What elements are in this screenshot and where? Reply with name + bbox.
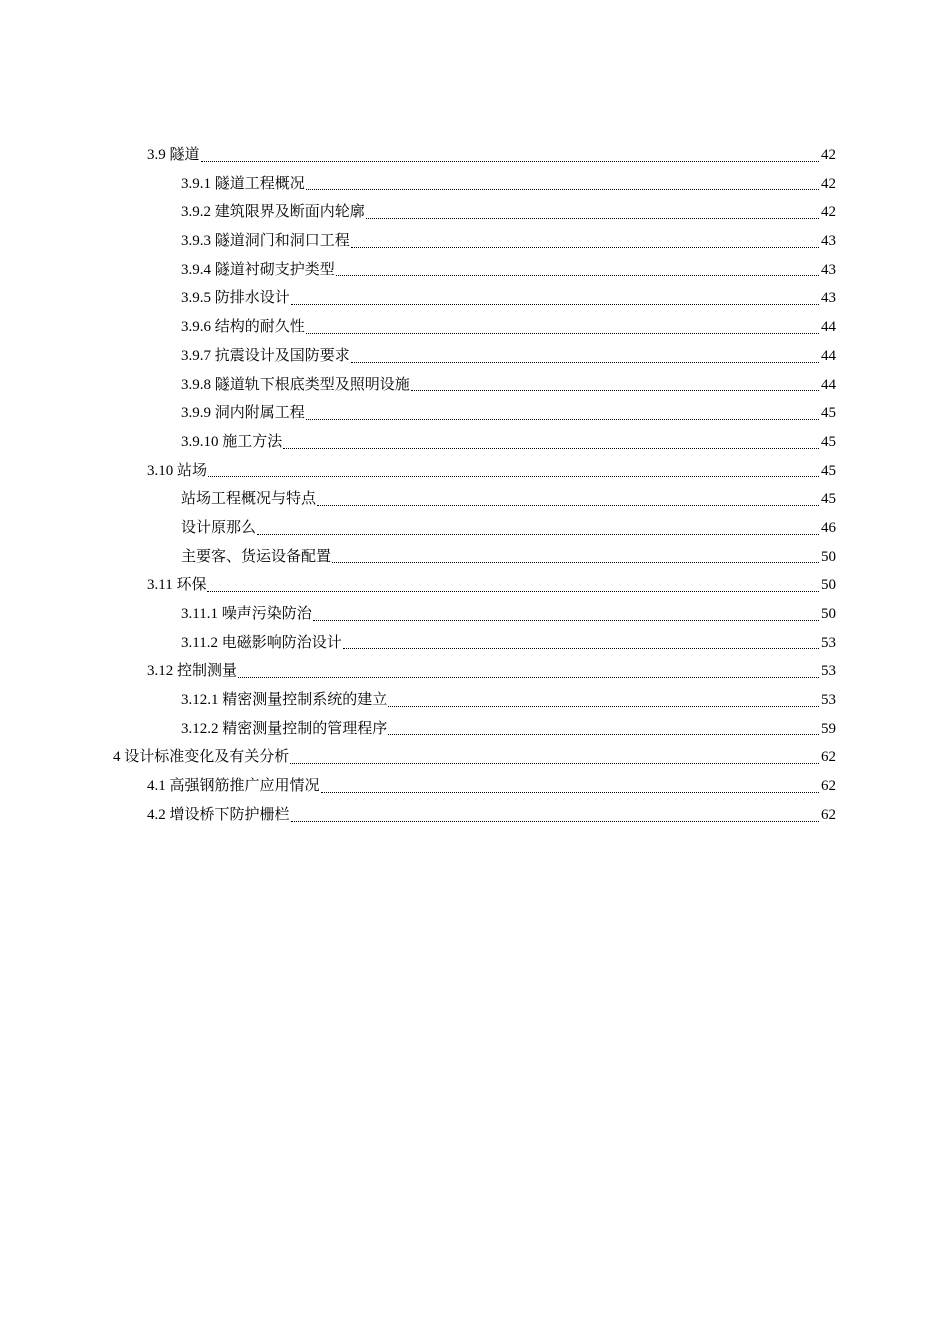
- dot-leader: [290, 284, 821, 313]
- toc-page-number: 62: [821, 806, 836, 823]
- toc-page-number: 53: [821, 634, 836, 651]
- toc-entry-3-12-1[interactable]: [0, 686, 950, 715]
- dot-leader: [200, 141, 821, 170]
- toc-entry-3-9[interactable]: [0, 141, 950, 170]
- toc-page-number: 53: [821, 692, 836, 709]
- dot-leader: [289, 743, 821, 772]
- toc-entry-4-1[interactable]: [0, 772, 950, 801]
- toc-page-number: 46: [821, 519, 836, 536]
- toc-entry-equipment-config[interactable]: [0, 543, 950, 572]
- toc-entry-title: 3.11.2 电磁影响防治设计: [181, 634, 342, 651]
- dot-leader: [290, 801, 821, 830]
- toc-entry-station-overview[interactable]: [0, 485, 950, 514]
- toc-page-number: 42: [821, 175, 836, 192]
- dot-leader: [410, 371, 821, 400]
- toc-entry-title: 3.12.1 精密测量控制系统的建立: [181, 692, 388, 709]
- toc-entry-title: 3.9.4 隧道衬砌支护类型: [181, 261, 335, 278]
- toc-entry-3-11[interactable]: [0, 571, 950, 600]
- toc-entry-3-10[interactable]: [0, 457, 950, 486]
- toc-page-number: 50: [821, 577, 836, 594]
- toc-entry-title: 3.11.1 噪声污染防治: [181, 606, 312, 622]
- table-of-contents: [0, 141, 950, 830]
- toc-entry-title: 3.9.9 洞内附属工程: [181, 405, 305, 422]
- toc-entry-3-12[interactable]: [0, 657, 950, 686]
- toc-entry-title: 3.9.2 建筑限界及断面内轮廓: [181, 204, 365, 221]
- toc-page-number: 44: [821, 319, 836, 336]
- dot-leader: [365, 198, 821, 227]
- toc-entry-4-2[interactable]: [0, 801, 950, 830]
- toc-entry-title: 4.1 高强钢筋推广应用情况: [147, 778, 320, 795]
- dot-leader: [305, 399, 821, 428]
- toc-entry-design-principles[interactable]: [0, 514, 950, 543]
- toc-page-number: 42: [821, 204, 836, 221]
- dot-leader: [237, 657, 821, 686]
- toc-entry-3-9-9[interactable]: [0, 399, 950, 428]
- toc-entry-title: 设计原那么: [181, 519, 257, 536]
- dot-leader: [335, 256, 821, 285]
- dot-leader: [207, 457, 821, 486]
- toc-page-number: 45: [821, 491, 836, 508]
- toc-entry-title: 3.9.6 结构的耐久性: [181, 319, 305, 336]
- toc-page-number: 44: [821, 347, 836, 364]
- toc-page-number: 44: [821, 376, 836, 393]
- toc-entry-3-9-1[interactable]: [0, 170, 950, 199]
- toc-page-number: 45: [821, 433, 836, 450]
- toc-page-number: 43: [821, 261, 836, 278]
- toc-page-number: 45: [821, 462, 836, 479]
- dot-leader: [342, 629, 821, 658]
- toc-entry-title: 主要客、货运设备配置: [181, 548, 332, 565]
- dot-leader: [387, 715, 821, 744]
- toc-entry-title: 3.9 隧道: [147, 147, 200, 163]
- toc-entry-3-9-10[interactable]: [0, 428, 950, 457]
- toc-entry-3-12-2[interactable]: [0, 715, 950, 744]
- toc-entry-title: 3.9.7 抗震设计及国防要求: [181, 347, 350, 364]
- toc-entry-title: 3.12.2 精密测量控制的管理程序: [181, 720, 388, 737]
- toc-page-number: 62: [821, 778, 836, 795]
- dot-leader: [350, 342, 821, 371]
- toc-entry-title: 4.2 增设桥下防护栅栏: [147, 806, 290, 823]
- dot-leader: [316, 485, 821, 514]
- toc-page-number: 50: [821, 548, 836, 565]
- dot-leader: [331, 543, 821, 572]
- dot-leader: [305, 170, 821, 199]
- toc-page-number: 50: [821, 606, 836, 622]
- toc-entry-3-9-4[interactable]: [0, 256, 950, 285]
- toc-entry-3-9-2[interactable]: [0, 198, 950, 227]
- dot-leader: [387, 686, 821, 715]
- toc-page-number: 62: [821, 749, 836, 766]
- toc-entry-title: 3.9.3 隧道洞门和洞口工程: [181, 233, 350, 250]
- toc-entry-title: 3.9.8 隧道轨下根底类型及照明设施: [181, 376, 410, 393]
- toc-page-number: 45: [821, 405, 836, 422]
- toc-entry-3-9-6[interactable]: [0, 313, 950, 342]
- dot-leader: [312, 600, 821, 629]
- toc-entry-4[interactable]: [0, 743, 950, 772]
- toc-page-number: 59: [821, 720, 836, 737]
- dot-leader: [282, 428, 821, 457]
- toc-entry-3-9-7[interactable]: [0, 342, 950, 371]
- toc-entry-title: 4 设计标准变化及有关分析: [113, 749, 290, 766]
- toc-entry-3-11-2[interactable]: [0, 629, 950, 658]
- dot-leader: [305, 313, 821, 342]
- toc-page-number: 43: [821, 233, 836, 250]
- toc-entry-title: 3.11 环保: [147, 577, 207, 594]
- dot-leader: [320, 772, 821, 801]
- dot-leader: [206, 571, 821, 600]
- toc-entry-title: 3.10 站场: [147, 462, 208, 479]
- toc-entry-3-9-5[interactable]: [0, 284, 950, 313]
- toc-entry-3-11-1[interactable]: [0, 600, 950, 629]
- toc-entry-title: 3.12 控制测量: [147, 663, 238, 680]
- toc-page-number: 43: [821, 290, 836, 307]
- toc-entry-title: 站场工程概况与特点: [181, 491, 317, 508]
- dot-leader: [256, 514, 821, 543]
- dot-leader: [350, 227, 821, 256]
- toc-entry-title: 3.9.5 防排水设计: [181, 290, 290, 307]
- toc-page-number: 53: [821, 663, 836, 680]
- toc-entry-title: 3.9.1 隧道工程概况: [181, 175, 305, 192]
- toc-entry-3-9-3[interactable]: [0, 227, 950, 256]
- toc-page-number: 42: [821, 147, 836, 163]
- toc-entry-3-9-8[interactable]: [0, 371, 950, 400]
- toc-entry-title: 3.9.10 施工方法: [181, 433, 283, 450]
